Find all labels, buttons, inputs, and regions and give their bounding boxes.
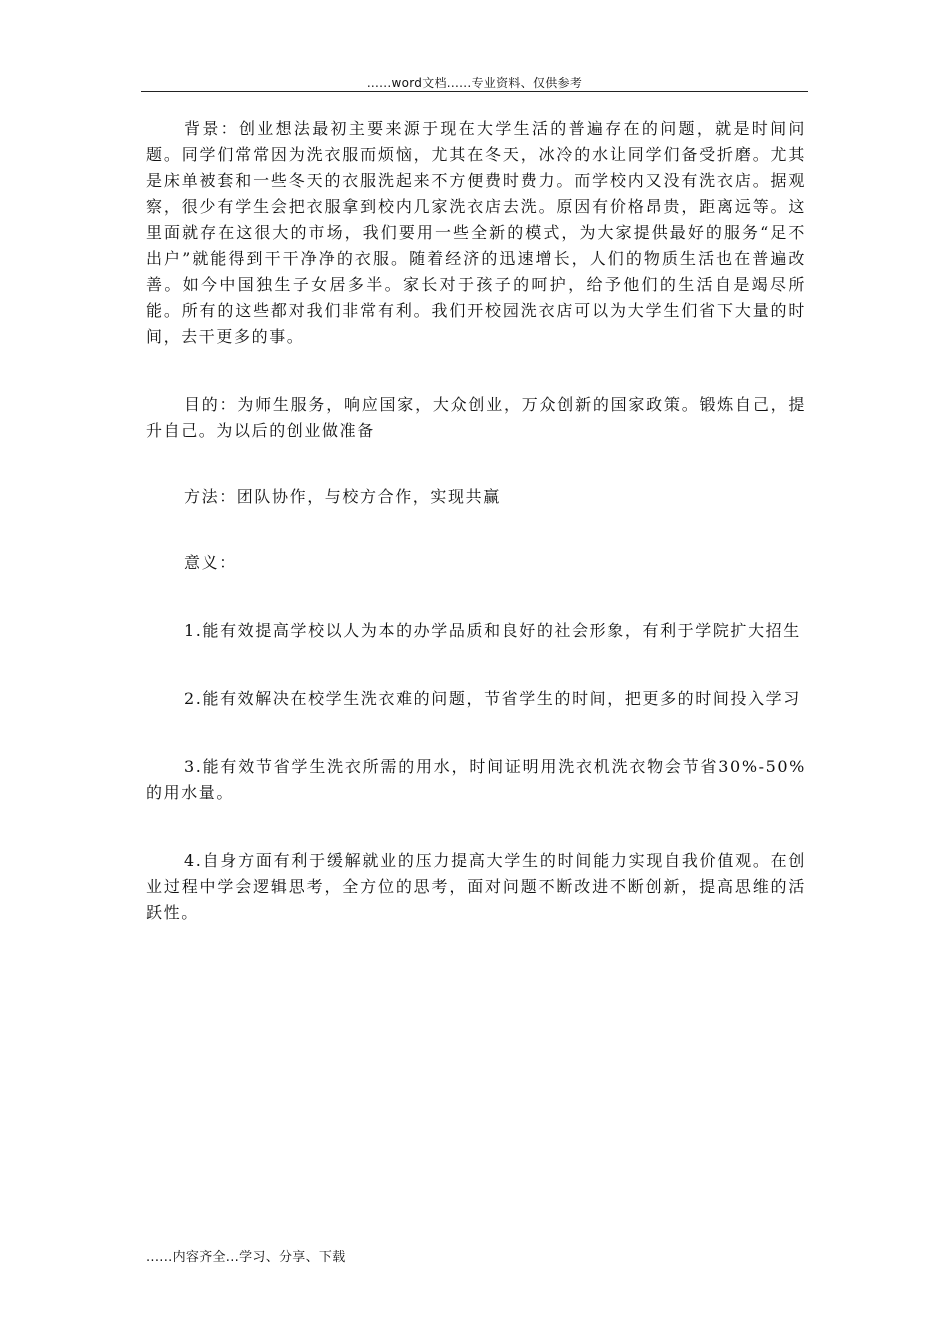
page-footer: ......内容齐全...学习、分享、下载 [146,1250,346,1265]
background-paragraph: 背景：创业想法最初主要来源于现在大学生活的普遍存在的问题，就是时间问题。同学们常常因为洗衣服而烦恼，尤其在冬天，冰冷的水让同学们备受折磨。尤其是床单被套和一些冬天的衣服洗起来不方便费时费力。而学校内又没有洗衣店。据观察，很少有学生会把衣服拿到校内几家洗衣店去洗。原因有价格昂贵，距离远等。这里面就存在这很大的市场，我们要用一些全新的模式，为大家提供最好的服务“足不出户”就能得到干干净净的衣服。随着经济的迅速增长，人们的物质生活也在普遍改善。如今中国独生子女居多半。家长对于孩子的呵护，给予他们的生活自是竭尽所能。所有的这些都对我们非常有利。我们开校园洗衣店可以为大学生们省下大量的时间，去干更多的事。 [146,119,806,346]
significance-point-2: 2.能有效解决在校学生洗衣难的问题，节省学生的时间，把更多的时间投入学习 [184,689,801,708]
significance-heading: 意义： [184,553,237,572]
document-body [146,116,806,926]
page-header: ......word文档......专业资料、仅供参考 [366,76,583,90]
header-divider [141,91,808,92]
significance-point-4: 4.自身方面有利于缓解就业的压力提高大学生的时间能力实现自我价值观。在创业过程中学会逻辑思考，全方位的思考，面对问题不断改进不断创新，提高思维的活跃性。 [146,851,806,922]
purpose-paragraph: 目的：为师生服务，响应国家，大众创业，万众创新的国家政策。锻炼自己，提升自己。为以后的创业做准备 [146,395,806,440]
significance-point-3: 3.能有效节省学生洗衣所需的用水，时间证明用洗衣机洗衣物会节省30%-50%的用水量。 [146,757,806,802]
method-paragraph: 方法：团队协作，与校方合作，实现共赢 [184,487,501,506]
significance-point-1: 1.能有效提高学校以人为本的办学品质和良好的社会形象，有利于学院扩大招生 [184,621,801,640]
